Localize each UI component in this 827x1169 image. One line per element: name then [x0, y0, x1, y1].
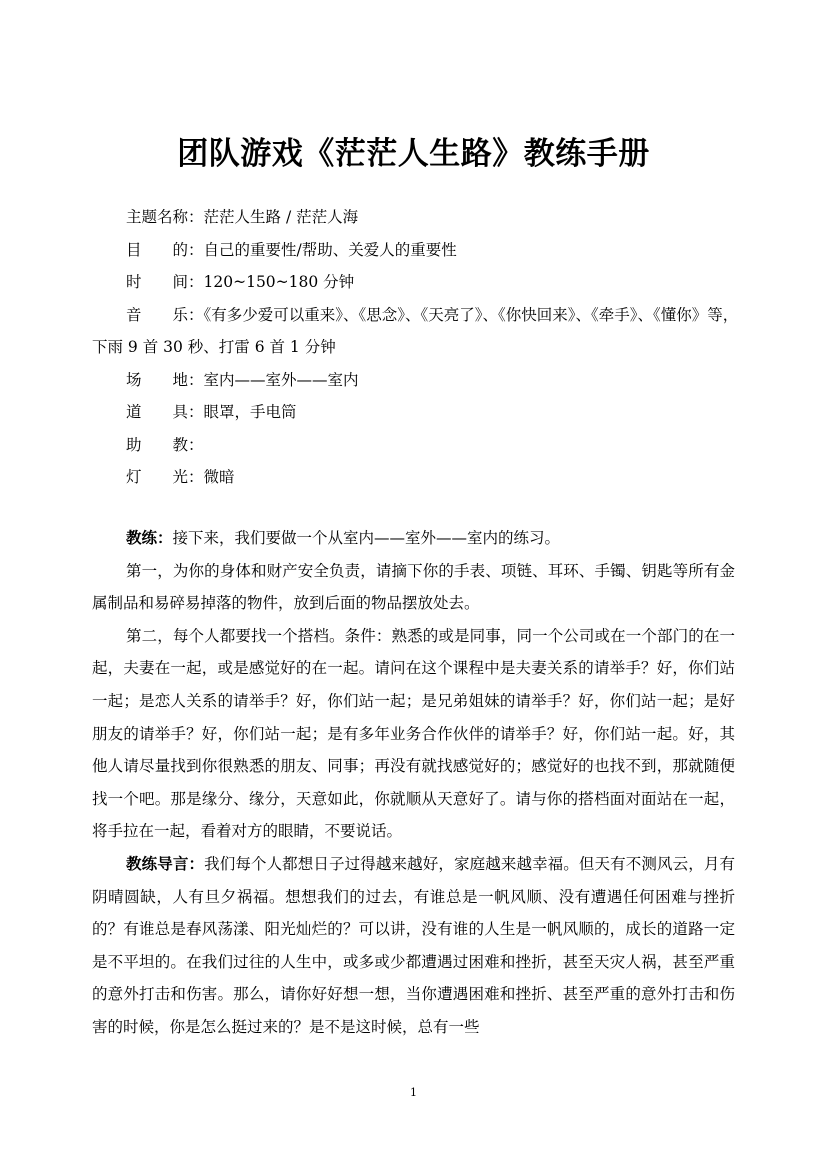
- paragraph-text: 我们每个人都想日子过得越来越好，家庭越来越幸福。但天有不测风云，月有阴晴圆缺，人有旦夕祸福。想想我们的过去，有谁总是一帆风顺、没有遭遇任何困难与挫折的？有谁总是春风荡漾、阳光灿烂的？可以讲，没有谁的人生是一帆风顺的，成长的道路一定是不平坦的。在我们过往的人生中，或多或少都遭遇过困难和挫折，甚至天灾人祸，甚至严重的意外打击和伤害。那么，请你好好想一想，当你遭遇困难和挫折、甚至严重的意外打击和伤害的时候，你是怎么挺过来的？是不是这时候，总有一些: [92, 854, 735, 1036]
- meta-label: 时 间：: [126, 273, 204, 291]
- paragraph-first: [92, 555, 735, 620]
- meta-label: 道 具：: [126, 403, 204, 421]
- paragraph-text: 第二，每个人都要找一个搭档。条件：熟悉的或是同事，同一个公司或在一个部门的在一起，夫妻在一起，或是感觉好的在一起。请问在这个课程中是夫妻关系的请举手？好，你们站一起；是恋人关系的请举手？好，你们站一起；是兄弟姐妹的请举手？好，你们站一起；是好朋友的请举手？好，你们站一起；是有多年业务合作伙伴的请举手？好，你们站一起。好，其他人请尽量找到你很熟悉的朋友、同事；再没有就找感觉好的；感觉好的也找不到，那就随便找一个吧。那是缘分、缘分，天意如此，你就顺从天意好了。请与你的搭档面对面站在一起，将手拉在一起，看着对方的眼睛，不要说话。: [92, 626, 735, 841]
- meta-row-props: [92, 396, 744, 429]
- meta-label: 场 地：: [126, 370, 204, 389]
- paragraph-text: 第一，为你的身体和财产安全负责，请摘下你的手表、项链、耳环、手镯、钥匙等所有金属制品和易碎易掉落的物件，放到后面的物品摆放处去。: [92, 561, 735, 613]
- meta-label: 灯 光：: [126, 468, 204, 486]
- paragraph-text: 接下来，我们要做一个从室内——室外——室内的练习。: [172, 529, 561, 547]
- body-text: [92, 522, 735, 1044]
- meta-row-lighting: [92, 461, 744, 494]
- meta-value: 微暗: [203, 468, 235, 486]
- paragraph-second: [92, 620, 735, 848]
- meta-row-assistant: [92, 429, 744, 462]
- meta-row-purpose: [92, 234, 744, 267]
- meta-value: 自己的重要性/帮助、关爱人的重要性: [203, 240, 457, 259]
- paragraph-coach-guide: [92, 848, 735, 1044]
- meta-value: 室内——室外——室内: [203, 370, 359, 389]
- meta-label: 目 的：: [126, 240, 204, 259]
- document-title: 团队游戏《茫茫人生路》教练手册: [177, 136, 650, 172]
- meta-value: 眼罩，手电筒: [203, 403, 297, 421]
- meta-label: 音 乐：: [126, 305, 204, 324]
- meta-row-theme: [92, 201, 744, 234]
- meta-label: 助 教：: [126, 435, 204, 454]
- paragraph-coach-intro: [92, 522, 735, 555]
- paragraph-lead: 教练导言：: [126, 853, 205, 873]
- meta-value: 120~150~180 分钟: [203, 273, 355, 291]
- meta-value: 《有多少爱可以重来》、《思念》、《天亮了》、《你快回来》、《牵手》、《懂你》等，下雨 9 首 30 秒、打雷 6 首 1 分钟: [92, 305, 739, 356]
- meta-value: 茫茫人生路 / 茫茫人海: [203, 208, 359, 226]
- page-number: 1: [410, 1086, 417, 1099]
- meta-row-venue: [92, 364, 744, 397]
- meta-block: [92, 201, 744, 494]
- meta-row-music: [92, 299, 744, 364]
- meta-row-time: [92, 266, 744, 299]
- paragraph-lead: 教练：: [126, 528, 173, 547]
- meta-label: 主题名称：: [126, 208, 204, 226]
